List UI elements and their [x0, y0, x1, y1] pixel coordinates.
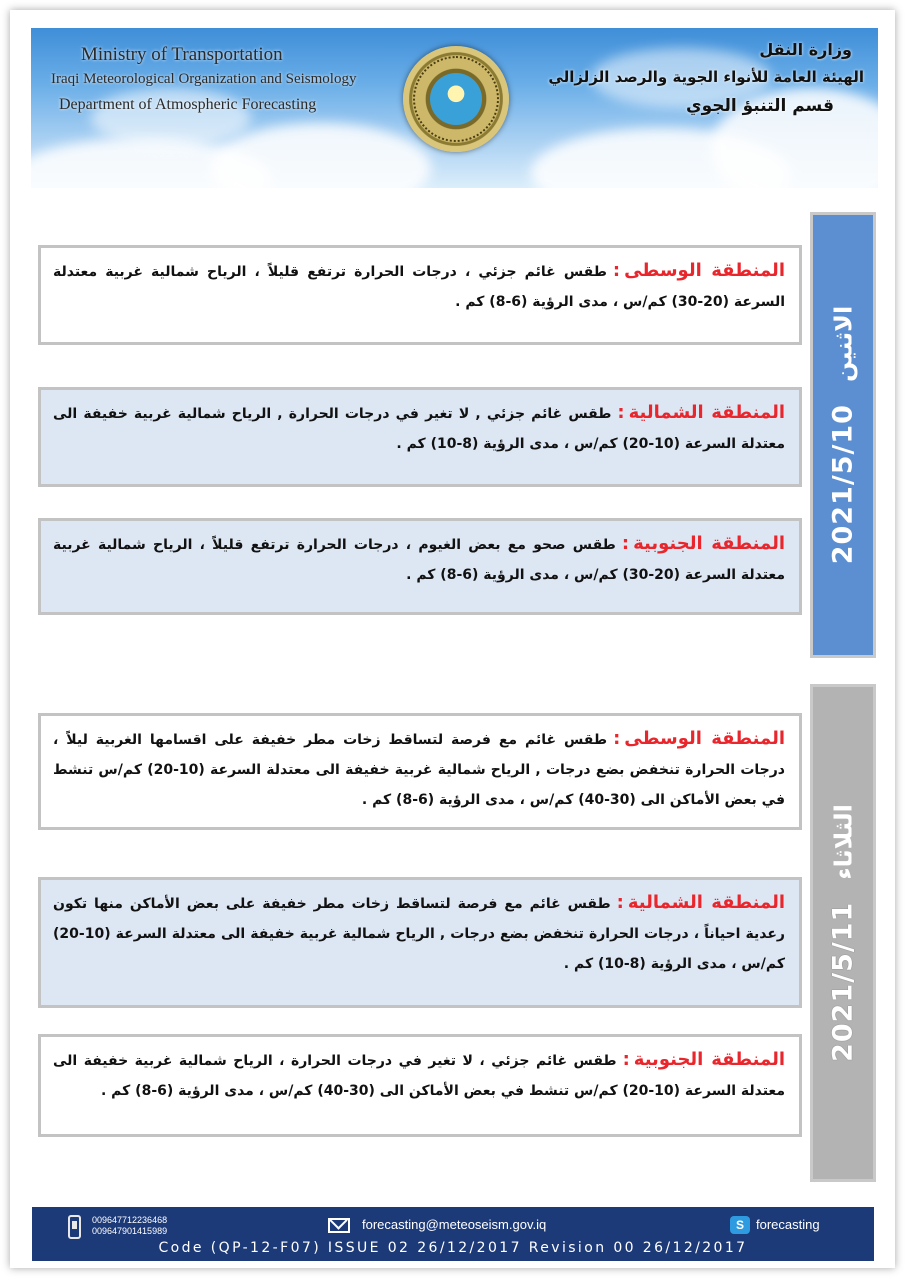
- header-english: [51, 42, 356, 117]
- phone-numbers: [92, 1215, 167, 1237]
- day-1-name: الاثنين: [829, 305, 857, 383]
- day-2-date: 2021/5/11: [827, 901, 859, 1062]
- footer: [32, 1207, 874, 1261]
- organization-name-arabic: الهيئة العامة للأنواء الجوية والرصد الزلزالي: [548, 68, 864, 86]
- day-1-date: 2021/5/10: [827, 404, 859, 565]
- header-arabic: [548, 36, 864, 122]
- mail-icon: [328, 1218, 350, 1233]
- forecast-box-day1-north: المنطقة الشمالية:طقس غائم جزئي , لا تغير في درجات الحرارة , الرياح شمالية غربية خفيفة الى معتدلة السرعة (10-20) كم/س ، مدى الرؤية (8-10) كم .: [38, 387, 802, 487]
- day-2-name: الثلاثاء: [829, 804, 857, 880]
- forecast-text: طقس غائم مع فرصة لتساقط زخات مطر خفيفة على بعض الأماكن منها تكون رعدية احياناً ، درجات الحرارة تنخفض بضع درجات , الرياح شمالية غربية خفيفة الى معتدلة السرعة (10-20) كم/س ، مدى الرؤية (8-10) كم .: [53, 896, 785, 972]
- ministry-name-arabic: وزارة النقل: [759, 40, 852, 59]
- forecast-box-day2-central: المنطقة الوسطى:طقس غائم مع فرصة لتساقط زخات مطر خفيفة على اقسامها الغربية ليلاً ، درجات الحرارة تنخفض بضع درجات , الرياح شمالية غربية خفيفة الى معتدلة السرعة (10-20) كم/س تنشط في بعض الأماكن الى (30-40) كم/س ، مدى الرؤية (6-8) كم .: [38, 713, 802, 830]
- skype-icon: S: [730, 1216, 750, 1234]
- organization-name: Iraqi Meteorological Organization and Seismology: [51, 71, 357, 87]
- email-link[interactable]: forecasting@meteoseism.gov.iq: [362, 1217, 547, 1232]
- day-bar-1: [810, 212, 876, 658]
- forecast-box-day1-south: المنطقة الجنوبية:طقس صحو مع بعض الغيوم ، درجات الحرارة ترتفع قليلاً ، الرياح شمالية غربية معتدلة السرعة (20-30) كم/س ، مدى الرؤية (6-8) كم .: [38, 518, 802, 615]
- forecast-text: طقس غائم جزئي ، درجات الحرارة ترتفع قليلاً ، الرياح شمالية غربية معتدلة السرعة (20-30) كم/س ، مدى الرؤية (6-8) كم .: [53, 264, 785, 310]
- region-title: المنطقة الوسطى: [624, 728, 785, 749]
- forecast-box-day1-central: المنطقة الوسطى:طقس غائم جزئي ، درجات الحرارة ترتفع قليلاً ، الرياح شمالية غربية معتدلة السرعة (20-30) كم/س ، مدى الرؤية (6-8) كم .: [38, 245, 802, 345]
- forecast-box-day2-north: المنطقة الشمالية:طقس غائم مع فرصة لتساقط زخات مطر خفيفة على بعض الأماكن منها تكون رعدية احياناً ، درجات الحرارة تنخفض بضع درجات , الرياح شمالية غربية خفيفة الى معتدلة السرعة (10-20) كم/س ، مدى الرؤية (8-10) كم .: [38, 877, 802, 1008]
- phone-number-1: 009647712236468: [92, 1215, 168, 1225]
- region-title: المنطقة الشمالية: [627, 892, 785, 913]
- ministry-name: Ministry of Transportation: [81, 44, 283, 65]
- organization-logo: [403, 46, 509, 152]
- header-banner: [31, 28, 878, 188]
- department-name-arabic: قسم التنبؤ الجوي: [686, 96, 834, 116]
- region-title: المنطقة الوسطى: [624, 260, 785, 281]
- forecast-text: طقس غائم مع فرصة لتساقط زخات مطر خفيفة على اقسامها الغربية ليلاً ، درجات الحرارة تنخفض بضع درجات , الرياح شمالية غربية خفيفة الى معتدلة السرعة (10-20) كم/س تنشط في بعض الأماكن الى (30-40) كم/س ، مدى الرؤية (6-8) كم .: [53, 732, 785, 808]
- region-title: المنطقة الجنوبية: [633, 533, 785, 554]
- region-title: المنطقة الجنوبية: [633, 1049, 785, 1070]
- document-code-line: Code (QP-12-F07) ISSUE 02 26/12/2017 Revision 00 26/12/2017: [158, 1240, 748, 1256]
- forecast-text: طقس غائم جزئي ، لا تغير في درجات الحرارة ، الرياح شمالية غربية خفيفة الى معتدلة السرعة (10-20) كم/س تنشط في بعض الأماكن الى (30-40) كم/س ، مدى الرؤية (6-8) كم .: [53, 1053, 785, 1099]
- forecast-box-day2-south: المنطقة الجنوبية:طقس غائم جزئي ، لا تغير في درجات الحرارة ، الرياح شمالية غربية خفيفة الى معتدلة السرعة (10-20) كم/س تنشط في بعض الأماكن الى (30-40) كم/س ، مدى الرؤية (6-8) كم .: [38, 1034, 802, 1137]
- region-title: المنطقة الشمالية: [628, 402, 785, 423]
- phone-number-2: 009647901415989: [92, 1226, 168, 1236]
- skype-handle[interactable]: forecasting: [756, 1217, 820, 1232]
- phone-icon: [68, 1215, 81, 1239]
- forecast-text: طقس صحو مع بعض الغيوم ، درجات الحرارة ترتفع قليلاً ، الرياح شمالية غربية معتدلة السرعة (20-30) كم/س ، مدى الرؤية (6-8) كم .: [53, 537, 785, 583]
- department-name: Department of Atmospheric Forecasting: [59, 96, 317, 113]
- day-bar-2: [810, 684, 876, 1182]
- forecast-text: طقس غائم جزئي , لا تغير في درجات الحرارة , الرياح شمالية غربية خفيفة الى معتدلة السرعة (10-20) كم/س ، مدى الرؤية (8-10) كم .: [53, 406, 785, 452]
